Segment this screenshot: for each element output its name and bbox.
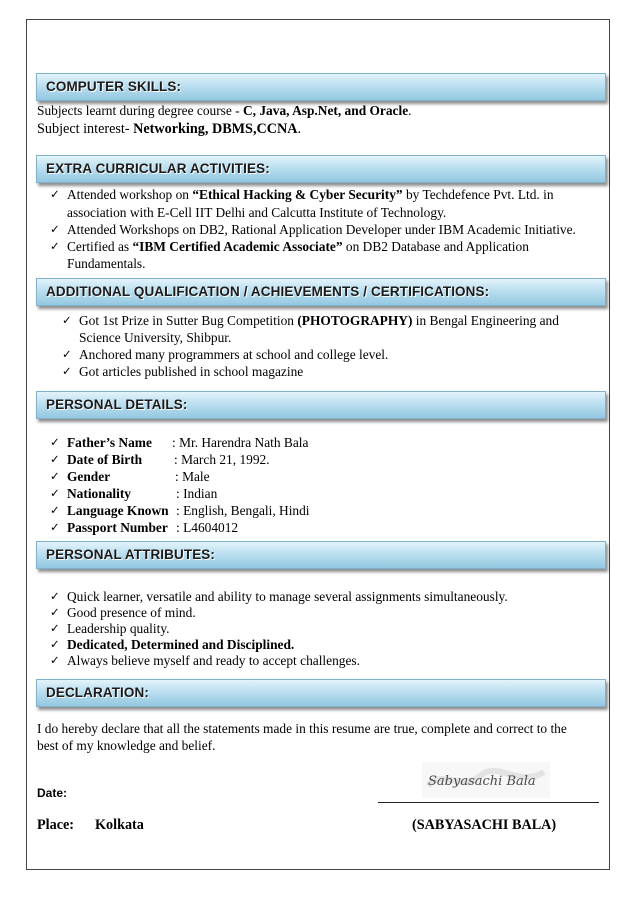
extra-item-3-bold: “IBM Certified Academic Associate” (132, 239, 343, 254)
personal-attributes-header: PERSONAL ATTRIBUTES: (36, 541, 606, 569)
extra-item-3-prefix: Certified as (67, 239, 133, 254)
interest-prefix: Subject interest- (37, 121, 134, 137)
extra-item-1-bold: “Ethical Hacking & Cyber Security” (192, 187, 403, 202)
extra-item-3-suffix: on DB2 Database and Application (342, 239, 529, 254)
check-icon: ✓ (50, 637, 60, 651)
date-label: Date: (37, 786, 68, 800)
detail-value: : Male (175, 469, 210, 484)
extra-item-3 (67, 238, 529, 255)
personal-details-header: PERSONAL DETAILS: (36, 391, 606, 419)
extra-curricular-header: EXTRA CURRICULAR ACTIVITIES: (36, 155, 606, 183)
detail-value: : Mr. Harendra Nath Bala (172, 435, 309, 450)
check-icon: ✓ (50, 589, 60, 603)
signatory-name: (SABYASACHI BALA) (412, 817, 557, 833)
check-icon: ✓ (50, 239, 60, 253)
extra-item-1-suffix: by Techdefence Pvt. Ltd. in (402, 187, 554, 202)
check-icon: ✓ (50, 605, 60, 619)
declaration-header: DECLARATION: (36, 679, 606, 707)
check-icon: ✓ (50, 222, 60, 236)
extra-item-1-prefix: Attended workshop on (67, 187, 193, 202)
check-icon: ✓ (50, 486, 60, 500)
extra-item-1-line2: association with E-Cell IIT Delhi and Calcutta Institute of Technology. (67, 205, 447, 220)
detail-value: : March 21, 1992. (174, 452, 270, 467)
attribute-item: Leadership quality. (67, 621, 170, 636)
degree-subjects: C, Java, Asp.Net, and Oracle (243, 103, 409, 118)
attribute-item: Quick learner, versatile and ability to manage several assignments simultaneously. (67, 589, 508, 604)
signature-text: Sabyasachi Bala (428, 774, 536, 789)
check-icon: ✓ (50, 435, 60, 449)
signature-line (378, 802, 599, 803)
detail-label: Language Known (67, 503, 169, 518)
additional-item-1-line2: Science University, Shibpur. (79, 330, 232, 345)
detail-label: Father’s Name (67, 435, 152, 450)
detail-label: Gender (67, 469, 111, 484)
additional-item-2: Anchored many programmers at school and college level. (79, 347, 389, 362)
check-icon: ✓ (50, 621, 60, 635)
check-icon: ✓ (62, 364, 72, 378)
check-icon: ✓ (50, 653, 60, 667)
extra-item-2: Attended Workshops on DB2, Rational Application Developer under IBM Academic Initiative. (67, 222, 576, 237)
subject-interest-line (37, 121, 301, 138)
check-icon: ✓ (50, 452, 60, 466)
degree-prefix: Subjects learnt during degree course - (37, 103, 243, 118)
declaration-line-1: I do hereby declare that all the statements made in this resume are true, complete and correct to the (37, 721, 567, 736)
additional-item-3: Got articles published in school magazine (79, 364, 304, 379)
place-value: Kolkata (95, 817, 144, 833)
interest-subjects: Networking, DBMS,CCNA (133, 121, 298, 137)
attribute-item: Good presence of mind. (67, 605, 196, 620)
detail-value: : English, Bengali, Hindi (176, 503, 310, 518)
additional-item-1-prefix: Got 1st Prize in Sutter Bug Competition (79, 313, 298, 328)
degree-subjects-line (37, 102, 412, 119)
detail-value: : L4604012 (176, 520, 239, 535)
check-icon: ✓ (50, 187, 60, 201)
additional-item-1-bold: (PHOTOGRAPHY) (297, 313, 413, 328)
additional-item-1-suffix: in Bengal Engineering and (412, 313, 559, 328)
computer-skills-header: COMPUTER SKILLS: (36, 73, 606, 101)
additional-qualification-header: ADDITIONAL QUALIFICATION / ACHIEVEMENTS / CERTIFICATIONS: (36, 278, 606, 306)
additional-item-1 (79, 312, 559, 329)
check-icon: ✓ (50, 520, 60, 534)
declaration-line-2: best of my knowledge and belief. (37, 738, 216, 753)
detail-label: Nationality (67, 486, 131, 501)
attribute-item: Dedicated, Determined and Disciplined. (67, 637, 295, 652)
attribute-item: Always believe myself and ready to accept challenges. (67, 653, 360, 668)
extra-item-1 (67, 186, 554, 203)
check-icon: ✓ (62, 313, 72, 327)
interest-suffix: . (297, 121, 302, 137)
degree-suffix: . (408, 103, 412, 118)
detail-value: : Indian (176, 486, 218, 501)
detail-label: Passport Number (67, 520, 168, 535)
extra-item-3-line2: Fundamentals. (67, 256, 146, 271)
detail-label: Date of Birth (67, 452, 143, 467)
check-icon: ✓ (62, 347, 72, 361)
check-icon: ✓ (50, 469, 60, 483)
place-label: Place: (37, 817, 75, 833)
signature-image (422, 762, 550, 798)
check-icon: ✓ (50, 503, 60, 517)
